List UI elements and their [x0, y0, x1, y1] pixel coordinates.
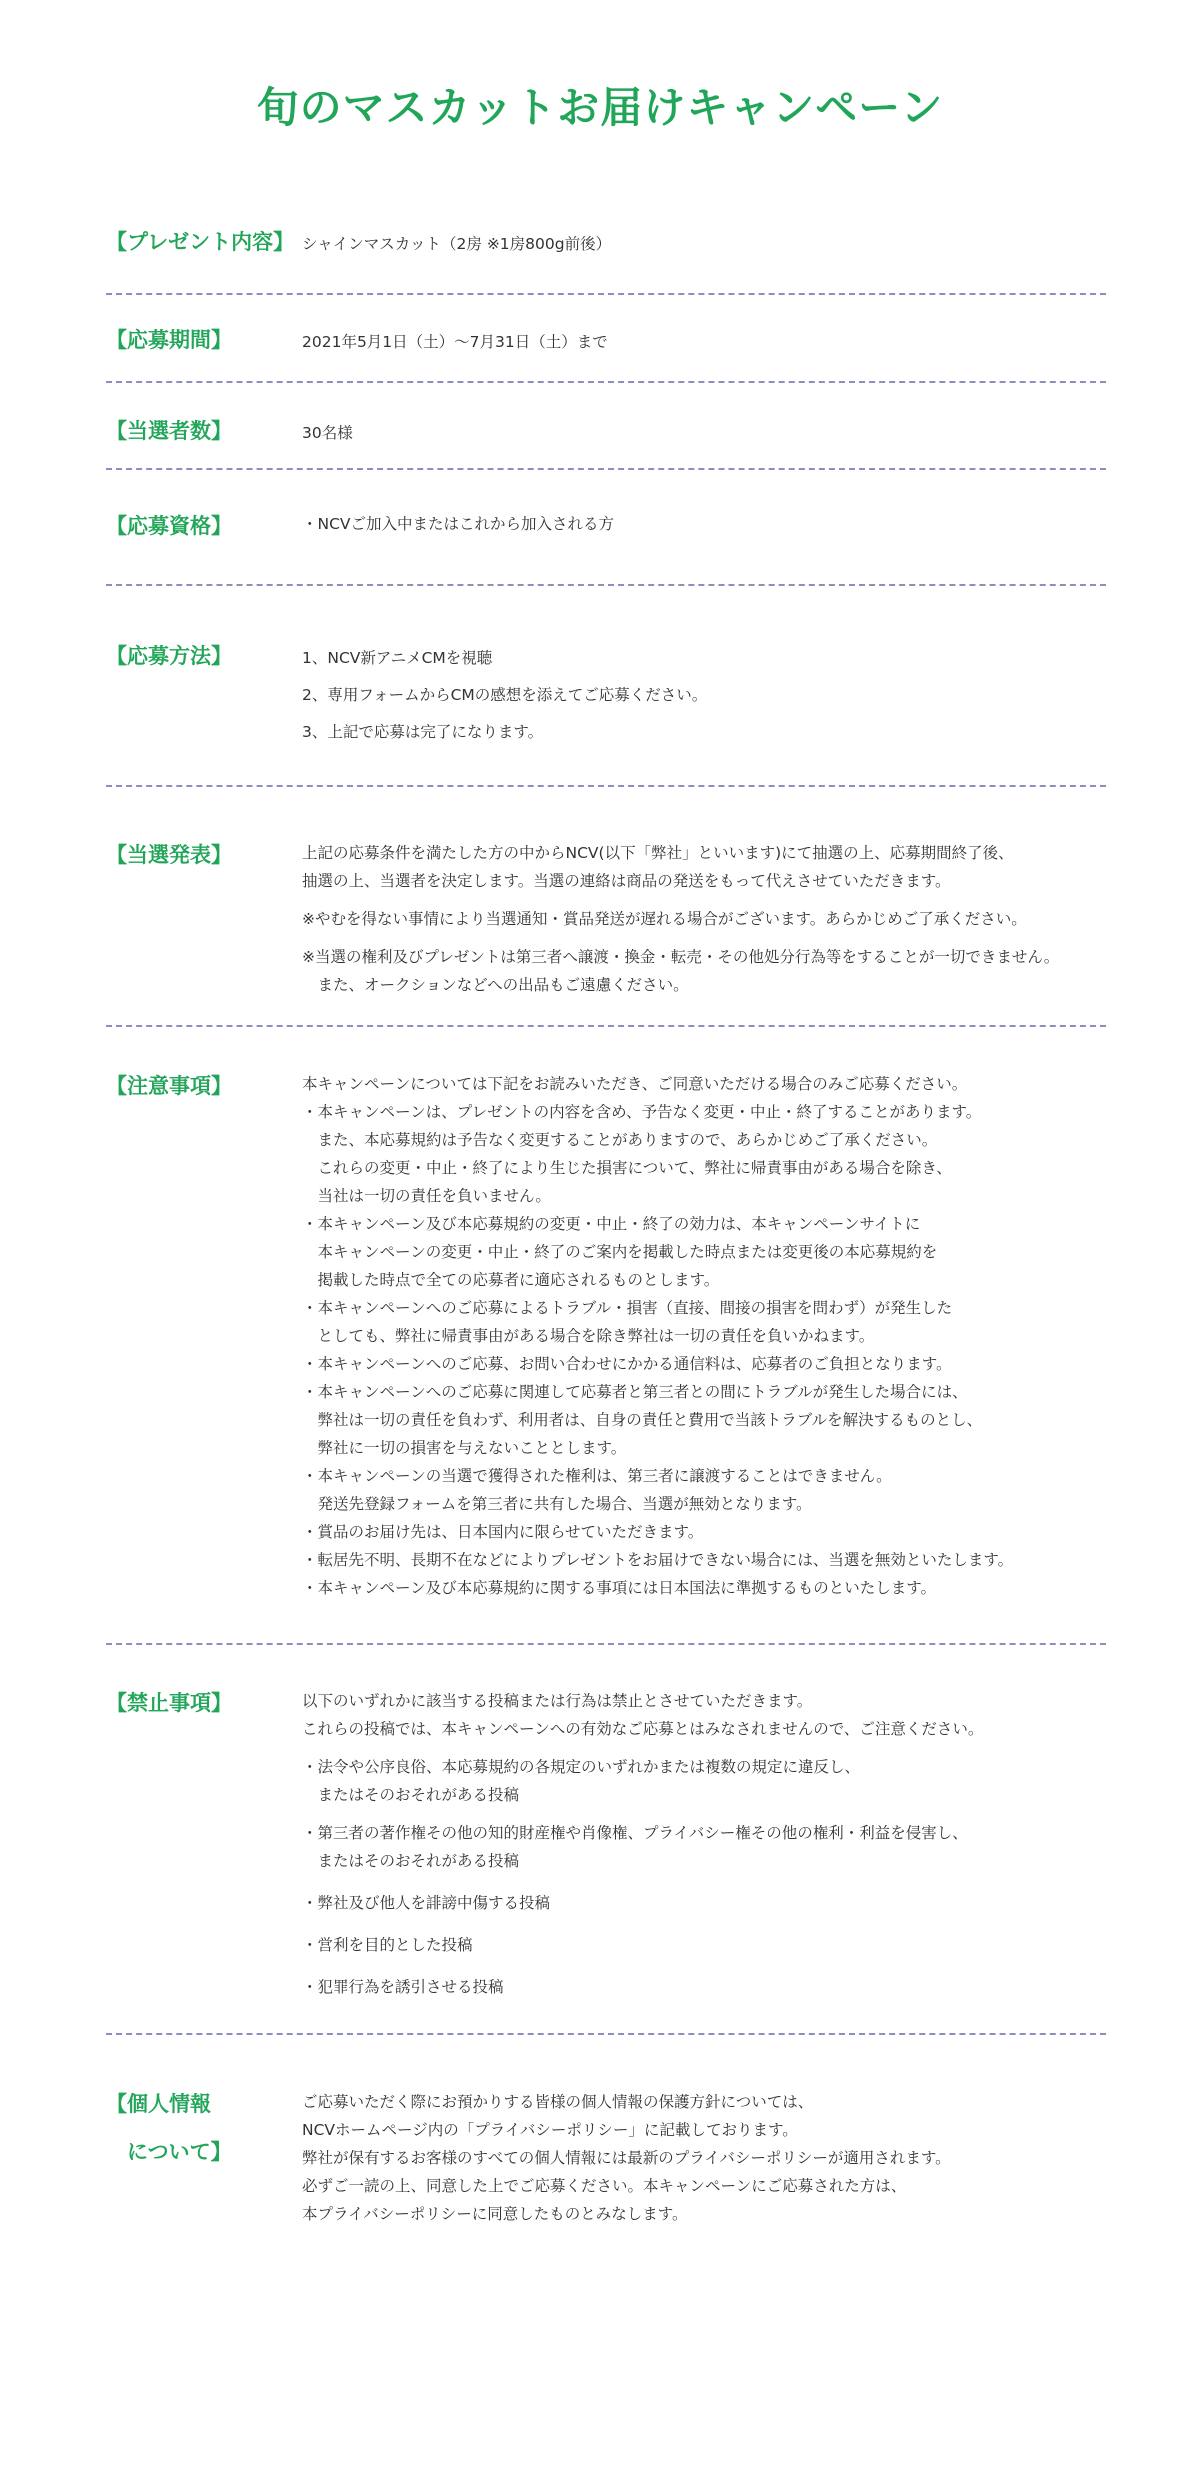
content-line: ・本キャンペーンへのご応募によるトラブル・損害（直接、間接の損害を問わず）が発生した としても、弊社に帰責事由がある場合を除き弊社は一切の責任を負いかねます。 [302, 1299, 953, 1345]
content-line: シャインマスカット（2房 ※1房800g前後） [302, 235, 612, 253]
section-label-announcement: 【当選発表】 [106, 843, 232, 867]
page-title: 旬のマスカットお届けキャンペーン [256, 83, 944, 132]
content-line: ※当選の権利及びプレゼントは第三者へ譲渡・換金・転売・その他処分行為等をすることが一切できません。 また、オークションなどへの出品もご遠慮ください。 [302, 948, 1060, 994]
section-content-winners [302, 419, 1122, 447]
content-line: ・犯罪行為を誘引させる投稿 [302, 1978, 504, 1996]
section-content-prohibited [302, 1687, 1122, 2001]
divider [106, 1643, 1106, 1645]
content-line: ・本キャンペーン及び本応募規約の変更・中止・終了の効力は、本キャンペーンサイトに 本キャンペーンの変更・中止・終了のご案内を掲載した時点または変更後の本応募規約を 掲載した時点で全ての応募者に適応されるものとします。 [302, 1215, 938, 1289]
content-line: 3、上記で応募は完了になります。 [302, 723, 544, 741]
content-line: 2、専用フォームからCMの感想を添えてご応募ください。 [302, 686, 708, 704]
section-label-prohibited: 【禁止事項】 [106, 1691, 232, 1715]
divider [106, 584, 1106, 586]
divider [106, 2033, 1106, 2035]
content-line: 上記の応募条件を満たした方の中からNCV(以下「弊社」といいます)にて抽選の上、応募期間終了後、 抽選の上、当選者を決定します。当選の連絡は商品の発送をもって代えさせていただきます。 [302, 844, 1014, 890]
section-content-privacy [302, 2088, 1122, 2228]
section-content-eligibility [302, 510, 1122, 538]
content-line: 以下のいずれかに該当する投稿または行為は禁止とさせていただきます。 これらの投稿では、本キャンペーンへの有効なご応募とはみなされませんので、ご注意ください。 [302, 1692, 984, 1738]
content-line: ・第三者の著作権その他の知的財産権や肖像権、プライバシー権その他の権利・利益を侵害し、 またはそのおそれがある投稿 [302, 1824, 968, 1870]
section-label-method: 【応募方法】 [106, 644, 232, 668]
content-line: 1、NCV新アニメCMを視聴 [302, 649, 493, 667]
content-line: ・弊社及び他人を誹謗中傷する投稿 [302, 1894, 551, 1912]
divider [106, 785, 1106, 787]
content-line: ※やむを得ない事情により当選通知・賞品発送が遅れる場合がございます。あらかじめご了承ください。 [302, 910, 1027, 928]
section-label-privacy: 【個人情報 について】 [106, 2092, 232, 2164]
content-line: ・営利を目的とした投稿 [302, 1936, 473, 1954]
content-line: 2021年5月1日（土）～7月31日（土）まで [302, 333, 608, 351]
content-line: ・法令や公序良俗、本応募規約の各規定のいずれかまたは複数の規定に違反し、 またはそのおそれがある投稿 [302, 1758, 861, 1804]
section-label-notes: 【注意事項】 [106, 1074, 232, 1098]
section-content-present [302, 230, 1122, 258]
section-label-present: 【プレゼント内容】 [106, 230, 295, 254]
section-label-eligibility: 【応募資格】 [106, 514, 232, 538]
content-line: ・本キャンペーンへのご応募、お問い合わせにかかる通信料は、応募者のご負担となります。 [302, 1355, 952, 1373]
section-content-notes [302, 1070, 1122, 1602]
content-line: 本キャンペーンについては下記をお読みいただき、ご同意いただける場合のみご応募ください。 [302, 1075, 968, 1093]
content-line: ・本キャンペーンへのご応募に関連して応募者と第三者との間にトラブルが発生した場合には、 弊社は一切の責任を負わず、利用者は、自身の責任と費用で当該トラブルを解決するものとし、 弊社に一切の損害を与えないこととします。 [302, 1383, 983, 1457]
section-content-period [302, 328, 1122, 356]
divider [106, 293, 1106, 295]
divider [106, 1025, 1106, 1027]
divider [106, 468, 1106, 470]
section-content-announcement [302, 839, 1122, 999]
divider [106, 381, 1106, 383]
content-line: ・転居先不明、長期不在などによりプレゼントをお届けできない場合には、当選を無効といたします。 [302, 1551, 1014, 1569]
content-line: ・賞品のお届け先は、日本国内に限らせていただきます。 [302, 1523, 704, 1541]
section-label-winners: 【当選者数】 [106, 419, 232, 443]
section-content-method [302, 640, 1122, 751]
content-line: ・本キャンペーンの当選で獲得された権利は、第三者に譲渡することはできません。 発送先登録フォームを第三者に共有した場合、当選が無効となります。 [302, 1467, 892, 1513]
content-line: ・NCVご加入中またはこれから加入される方 [302, 515, 615, 533]
content-line: 30名様 [302, 424, 353, 442]
content-line: ご応募いただく際にお預かりする皆様の個人情報の保護方針については、 NCVホームページ内の「プライバシーポリシー」に記載しております。 弊社が保有するお客様のすべての個人情報には最新のプライバシーポリシーが適用されます。 必ずご一読の上、同意した上でご応募ください。本キャンペーンにご応募された方は、 本プライバシーポリシーに同意したものとみなします。 [302, 2093, 951, 2223]
content-line: ・本キャンペーン及び本応募規約に関する事項には日本国法に準拠するものといたします。 [302, 1579, 936, 1597]
section-label-period: 【応募期間】 [106, 328, 232, 352]
content-line: ・本キャンペーンは、プレゼントの内容を含め、予告なく変更・中止・終了することがあります。 また、本応募規約は予告なく変更することがありますので、あらかじめご了承ください。 これらの変更・中止・終了により生じた損害について、弊社に帰責事由がある場合を除き、 当社は一切の責任を負いません。 [302, 1103, 982, 1205]
